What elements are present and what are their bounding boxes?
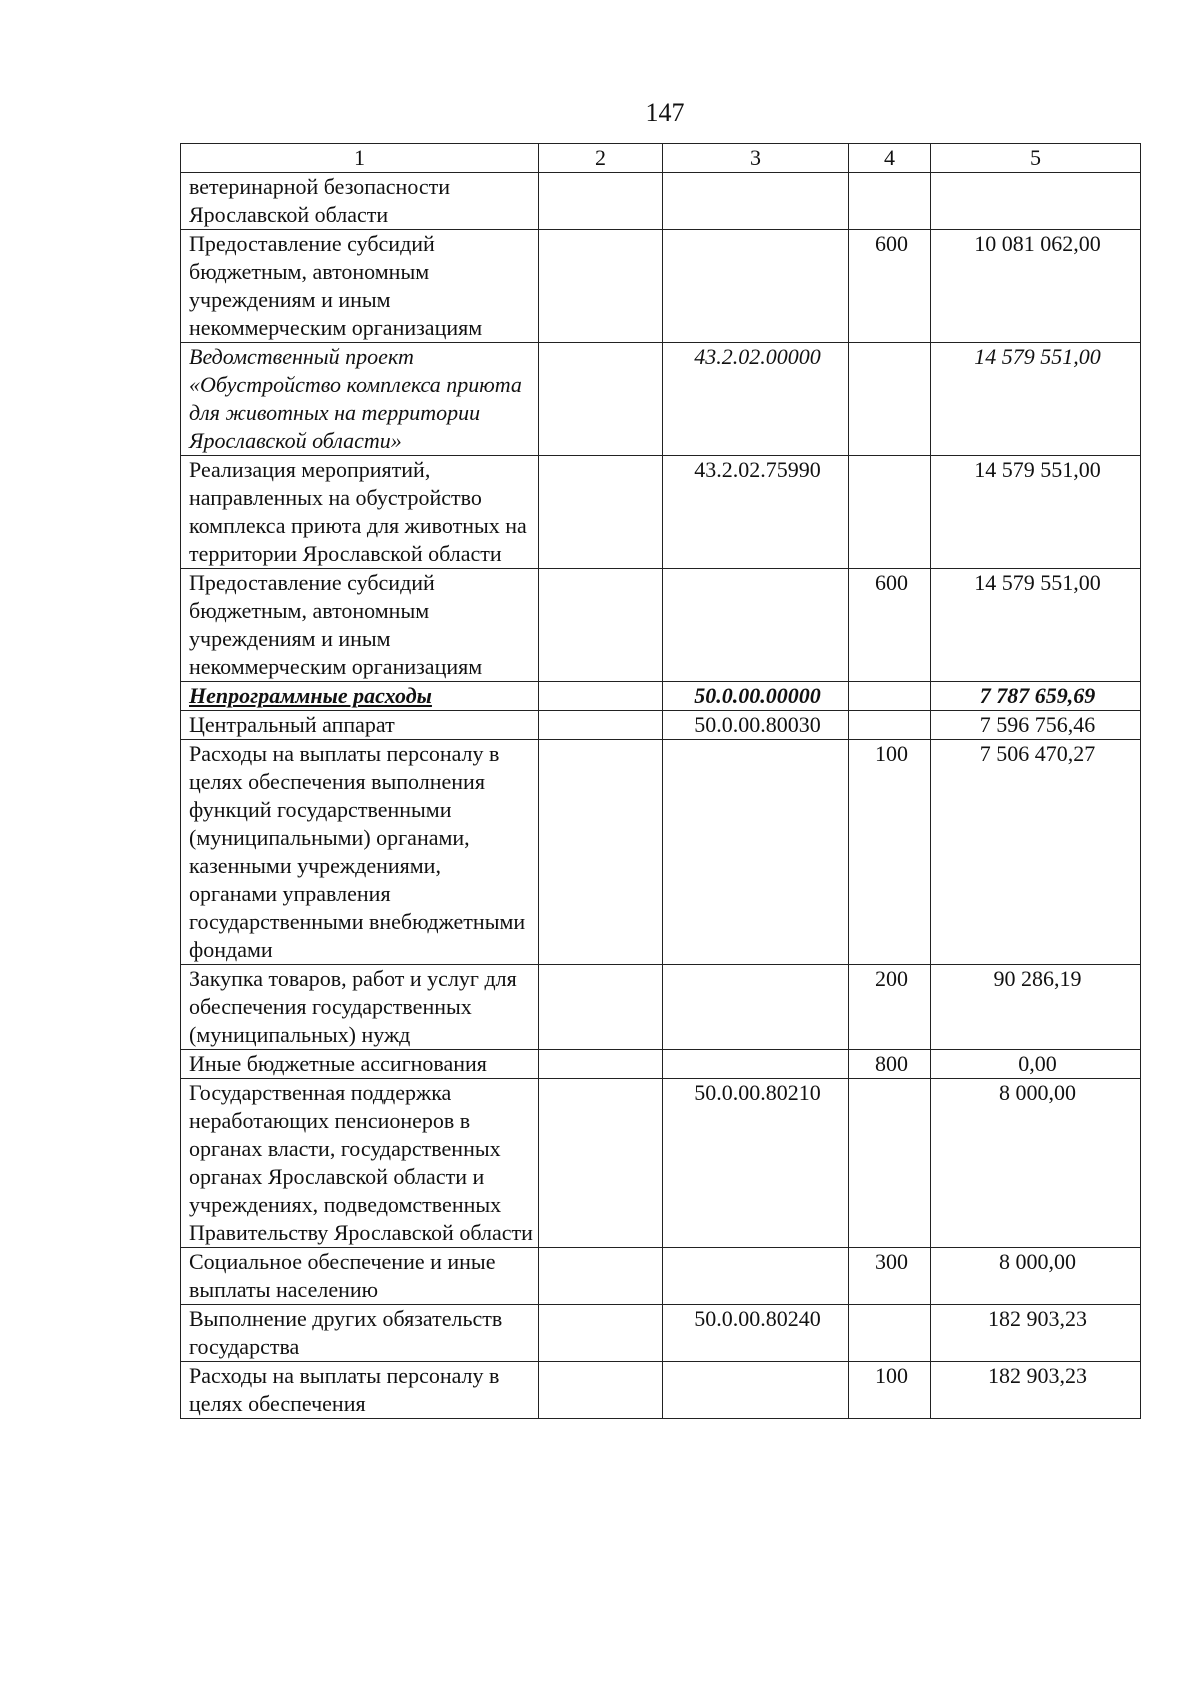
row-section-cell: [539, 965, 663, 1050]
row-name-cell: Социальное обеспечение и иные выплаты населению: [181, 1248, 539, 1305]
row-amount-cell: 7 596 756,46: [931, 711, 1141, 740]
row-section-cell: [539, 569, 663, 682]
table-row: [181, 173, 1141, 230]
row-amount-cell: 182 903,23: [931, 1362, 1141, 1419]
row-type-cell: [849, 711, 931, 740]
row-amount-cell: 14 579 551,00: [931, 456, 1141, 569]
row-section-cell: [539, 343, 663, 456]
row-name-cell: Закупка товаров, работ и услуг для обеспечения государственных (муниципальных) нужд: [181, 965, 539, 1050]
table-row: [181, 711, 1141, 740]
table-body: [181, 173, 1141, 1419]
table-row: [181, 569, 1141, 682]
row-code-cell: 50.0.00.00000: [663, 682, 849, 711]
column-header: 1: [181, 144, 539, 173]
row-type-cell: 100: [849, 740, 931, 965]
row-section-cell: [539, 711, 663, 740]
table-row: [181, 965, 1141, 1050]
row-section-cell: [539, 1362, 663, 1419]
row-name-cell: Расходы на выплаты персоналу в целях обеспечения выполнения функций государственными (муниципальными) органами, казенными учреждениями, органами управления государственными внебюджетными фондами: [181, 740, 539, 965]
row-type-cell: 200: [849, 965, 931, 1050]
row-code-cell: [663, 230, 849, 343]
table-row: [181, 740, 1141, 965]
row-section-cell: [539, 682, 663, 711]
budget-table: [180, 143, 1141, 1419]
row-name-cell: Иные бюджетные ассигнования: [181, 1050, 539, 1079]
row-name-cell: Центральный аппарат: [181, 711, 539, 740]
row-name-cell: Предоставление субсидий бюджетным, автономным учреждениям и иным некоммерческим организациям: [181, 569, 539, 682]
row-type-cell: [849, 173, 931, 230]
row-amount-cell: 182 903,23: [931, 1305, 1141, 1362]
row-type-cell: [849, 343, 931, 456]
row-name-cell: Выполнение других обязательств государства: [181, 1305, 539, 1362]
row-code-cell: 50.0.00.80240: [663, 1305, 849, 1362]
row-name-cell: Ведомственный проект «Обустройство комплекса приюта для животных на территории Ярославской области»: [181, 343, 539, 456]
table-row: [181, 230, 1141, 343]
row-type-cell: [849, 682, 931, 711]
row-code-cell: [663, 569, 849, 682]
row-section-cell: [539, 740, 663, 965]
row-section-cell: [539, 1050, 663, 1079]
row-amount-cell: 7 506 470,27: [931, 740, 1141, 965]
row-code-cell: [663, 1050, 849, 1079]
column-header: 2: [539, 144, 663, 173]
row-type-cell: [849, 1079, 931, 1248]
table-row: [181, 1362, 1141, 1419]
row-type-cell: 300: [849, 1248, 931, 1305]
table-row: [181, 682, 1141, 711]
row-type-cell: [849, 1305, 931, 1362]
row-section-cell: [539, 1305, 663, 1362]
row-amount-cell: 8 000,00: [931, 1248, 1141, 1305]
row-name-cell: Расходы на выплаты персоналу в целях обеспечения: [181, 1362, 539, 1419]
table-row: [181, 1305, 1141, 1362]
row-name-cell: Государственная поддержка неработающих пенсионеров в органах власти, государственных органах Ярославской области и учреждениях, подведомственных Правительству Ярославской области: [181, 1079, 539, 1248]
row-amount-cell: 8 000,00: [931, 1079, 1141, 1248]
row-section-cell: [539, 456, 663, 569]
table-row: [181, 456, 1141, 569]
page-number: 147: [645, 98, 685, 127]
row-amount-cell: 90 286,19: [931, 965, 1141, 1050]
row-amount-cell: 7 787 659,69: [931, 682, 1141, 711]
row-amount-cell: 10 081 062,00: [931, 230, 1141, 343]
row-type-cell: [849, 456, 931, 569]
row-code-cell: [663, 1362, 849, 1419]
row-code-cell: [663, 1248, 849, 1305]
row-code-cell: 43.2.02.00000: [663, 343, 849, 456]
row-amount-cell: 0,00: [931, 1050, 1141, 1079]
row-name-cell: ветеринарной безопасности Ярославской области: [181, 173, 539, 230]
column-header: 4: [849, 144, 931, 173]
row-code-cell: [663, 173, 849, 230]
row-code-cell: 50.0.00.80030: [663, 711, 849, 740]
row-amount-cell: 14 579 551,00: [931, 343, 1141, 456]
row-code-cell: [663, 965, 849, 1050]
table-row: [181, 1050, 1141, 1079]
row-amount-cell: 14 579 551,00: [931, 569, 1141, 682]
table-row: [181, 343, 1141, 456]
table-row: [181, 1079, 1141, 1248]
row-type-cell: 600: [849, 569, 931, 682]
row-amount-cell: [931, 173, 1141, 230]
row-section-cell: [539, 1079, 663, 1248]
row-code-cell: [663, 740, 849, 965]
row-code-cell: 43.2.02.75990: [663, 456, 849, 569]
row-type-cell: 100: [849, 1362, 931, 1419]
row-section-cell: [539, 173, 663, 230]
row-name-cell: Реализация мероприятий, направленных на обустройство комплекса приюта для животных на территории Ярославской области: [181, 456, 539, 569]
column-header: 3: [663, 144, 849, 173]
row-code-cell: 50.0.00.80210: [663, 1079, 849, 1248]
row-section-cell: [539, 230, 663, 343]
row-type-cell: 800: [849, 1050, 931, 1079]
header-row: [181, 144, 1141, 173]
table-row: [181, 1248, 1141, 1305]
column-header: 5: [931, 144, 1141, 173]
row-section-cell: [539, 1248, 663, 1305]
row-name-cell: Предоставление субсидий бюджетным, автономным учреждениям и иным некоммерческим организациям: [181, 230, 539, 343]
row-type-cell: 600: [849, 230, 931, 343]
row-name-cell: Непрограммные расходы: [181, 682, 539, 711]
